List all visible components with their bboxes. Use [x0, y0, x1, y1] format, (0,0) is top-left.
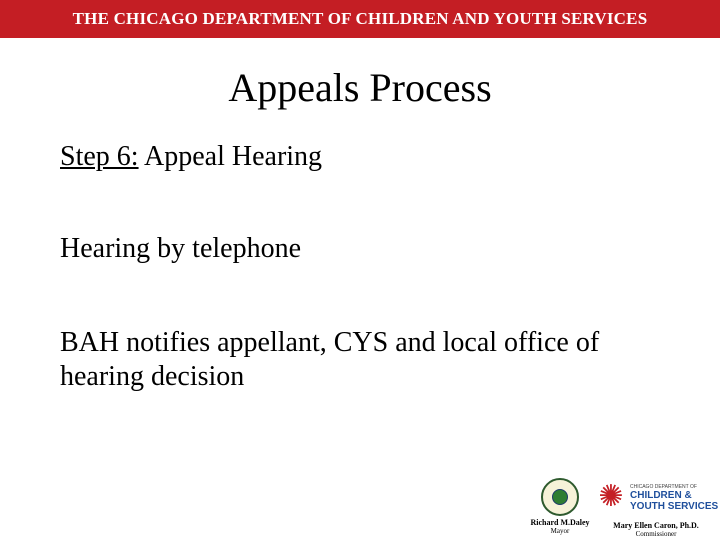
mayor-name: Richard M.Daley: [530, 518, 590, 527]
paragraph-telephone: Hearing by telephone: [60, 233, 302, 264]
step-label: Step 6:: [60, 141, 139, 172]
header-banner: [0, 0, 720, 38]
logo-line-2: YOUTH SERVICES: [630, 501, 719, 512]
city-seal-icon: [541, 478, 579, 516]
logo-small-text: CHICAGO DEPARTMENT OF: [630, 484, 697, 490]
commissioner-name: Mary Ellen Caron, Ph.D.: [613, 521, 699, 530]
step-heading: [60, 140, 322, 174]
commissioner-role: Commissioner: [635, 530, 677, 538]
mayor-signature-block: [520, 478, 600, 535]
commissioner-block: [592, 519, 720, 538]
step-text: Appeal Hearing: [138, 141, 323, 172]
cys-logo: [592, 478, 720, 540]
mayor-role: Mayor: [550, 527, 570, 535]
paragraph-decision: BAH notifies appellant, CYS and local office of hearing decision: [60, 327, 600, 392]
banner-text: THE CHICAGO DEPARTMENT OF CHILDREN AND YOUTH SERVICES: [72, 9, 648, 28]
star-logo-icon: ✺: [598, 479, 624, 514]
slide-title: Appeals Process: [228, 65, 492, 110]
logo-line-1: CHILDREN &: [630, 490, 692, 501]
